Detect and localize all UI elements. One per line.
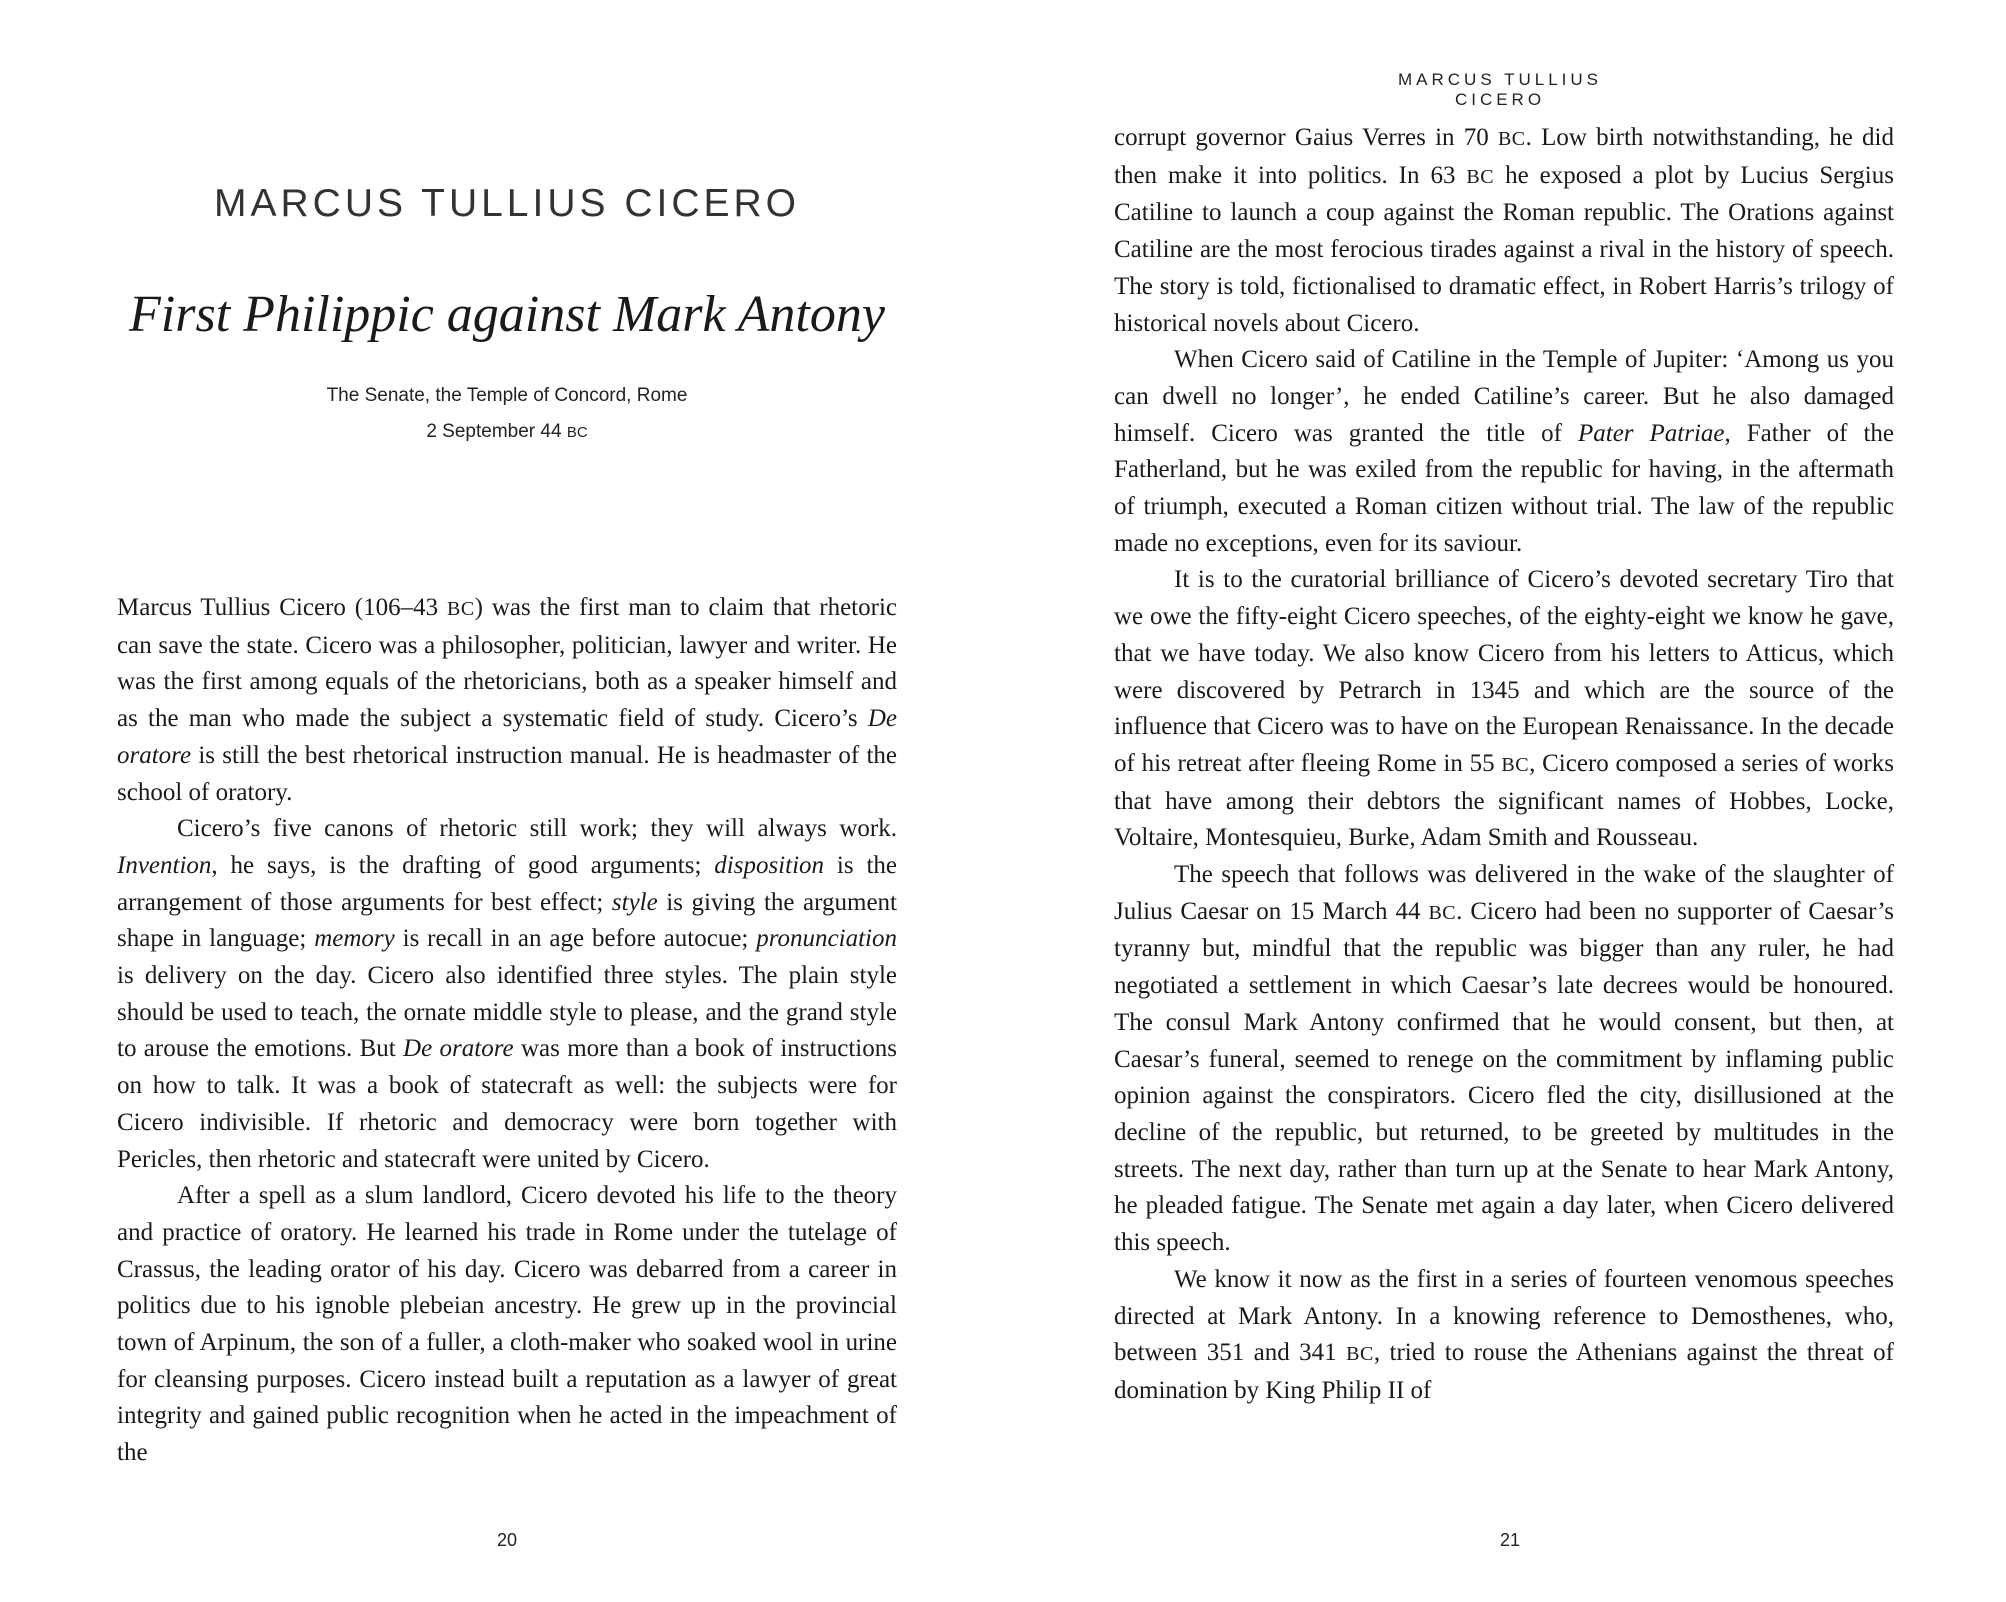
right-paragraph: corrupt governor Gaius Verres in 70 BC. Low birth notwithstanding, he did then make it into politics. In 63 BC he exposed a plot by Lucius Sergius Catiline to launch a coup against the Roman republic. The Orations against Catiline are the most ferocious tirades against a rival in the history of speech. The story is told, fictionalised to dramatic effect, in Robert Harris’s trilogy of historical novels about Cicero. bbox=[1114, 124, 1894, 337]
left-paragraph: After a spell as a slum landlord, Cicero devoted his life to the theory and practice of oratory. He learned his trade in Rome under the tutelage of Crassus, the leading orator of his day. Cicero was debarred from a career in politics due to his ignoble plebeian ancestry. He grew up in the provincial town of Arpinum, the son of a fuller, a cloth-maker who soaked wool in urine for cleansing purposes. Cicero instead built a reputation as a lawyer of great integrity and gained public recognition when he acted in the impeachment of the bbox=[117, 1182, 897, 1467]
right-body-text bbox=[1114, 120, 1894, 1410]
page-number-right: 21 bbox=[1499, 1530, 1521, 1550]
speech-title: First Philippic against Mark Antony bbox=[129, 286, 885, 343]
right-paragraph: It is to the curatorial brilliance of Cicero’s devoted secretary Tiro that we owe the fifty-eight Cicero speeches, of the eighty-eight we know he gave, that we have today. We also know Cicero from his letters to Atticus, which were discovered by Petrarch in 1345 and which are the source of the influence that Cicero was to have on the European Renaissance. In the decade of his retreat after fleeing Rome in 55 BC, Cicero composed a series of works that have among their debtors the significant names of Hobbes, Locke, Voltaire, Montesquieu, Burke, Adam Smith and Rousseau. bbox=[1114, 566, 1894, 852]
left-paragraph: Marcus Tullius Cicero (106–43 BC) was the first man to claim that rhetoric can save the state. Cicero was a philosopher, politician, lawyer and writer. He was the first among equals of the rhetoricians, both as a speaker himself and as the man who made the subject a systematic field of study. Cicero’s De oratore is still the best rhetorical instruction manual. He is headmaster of the school of oratory. bbox=[117, 594, 897, 806]
speech-date bbox=[117, 414, 897, 451]
running-head: MARCUS TULLIUS CICERO bbox=[1398, 70, 1602, 109]
right-paragraph: When Cicero said of Catiline in the Temple of Jupiter: ‘Among us you can dwell no longer’, he ended Catiline’s career. But he also damaged himself. Cicero was granted the title of Pater Patriae, Father of the Fatherland, but he was exiled from the republic for having, in the aftermath of triumph, executed a Roman citizen without trial. The law of the republic made no exceptions, even for its saviour. bbox=[1114, 346, 1895, 557]
left-body-text bbox=[117, 590, 897, 1472]
page-number-left: 20 bbox=[496, 1530, 518, 1550]
speech-date-text: 2 September 44 bbox=[426, 421, 562, 442]
left-paragraph: Cicero’s five canons of rhetoric still work; they will always work. Invention, he says, is the drafting of good arguments; disposition is the arrangement of those arguments for best effect; style is giving the argument shape in language; memory is recall in an age before autocue; pronunciation is delivery on the day. Cicero also identified three styles. The plain style should be used to teach, the ornate middle style to please, and the grand style to arouse the emotions. But De oratore was more than a book of instructions on how to talk. It was a book of statecraft as well: the subjects were for Cicero indivisible. If rhetoric and democracy were born together with Pericles, then rhetoric and statecraft were united by Cicero. bbox=[117, 815, 898, 1173]
speech-date-era: BC bbox=[566, 424, 588, 441]
speech-venue: The Senate, the Temple of Concord, Rome bbox=[326, 385, 688, 406]
right-page bbox=[1003, 0, 2006, 1602]
right-paragraph: The speech that follows was delivered in the wake of the slaughter of Julius Caesar on 15 March 44 BC. Cicero had been no supporter of Caesar’s tyranny but, mindful that the republic was bigger than any ruler, he had negotiated a settlement in which Caesar’s late decrees would be honoured. The consul Mark Antony confirmed that he would consent, but then, at Caesar’s funeral, seemed to renege on the commitment by inflaming public opinion against the conspirators. Cicero fled the city, disillusioned at the decline of the republic, but returned, to be greeted by multitudes in the streets. The next day, rather than turn up at the Senate to hear Mark Antony, he pleaded fatigue. The Senate met again a day later, when Cicero delivered this speech. bbox=[1114, 861, 1894, 1257]
speech-venue-block bbox=[117, 378, 897, 451]
chapter-title: MARCUS TULLIUS CICERO bbox=[213, 182, 801, 225]
right-paragraph: We know it now as the first in a series of fourteen venomous speeches directed at Mark Antony. In a knowing reference to Demosthenes, who, between 351 and 341 BC, tried to rouse the Athenians against the threat of domination by King Philip II of bbox=[1114, 1265, 1894, 1404]
